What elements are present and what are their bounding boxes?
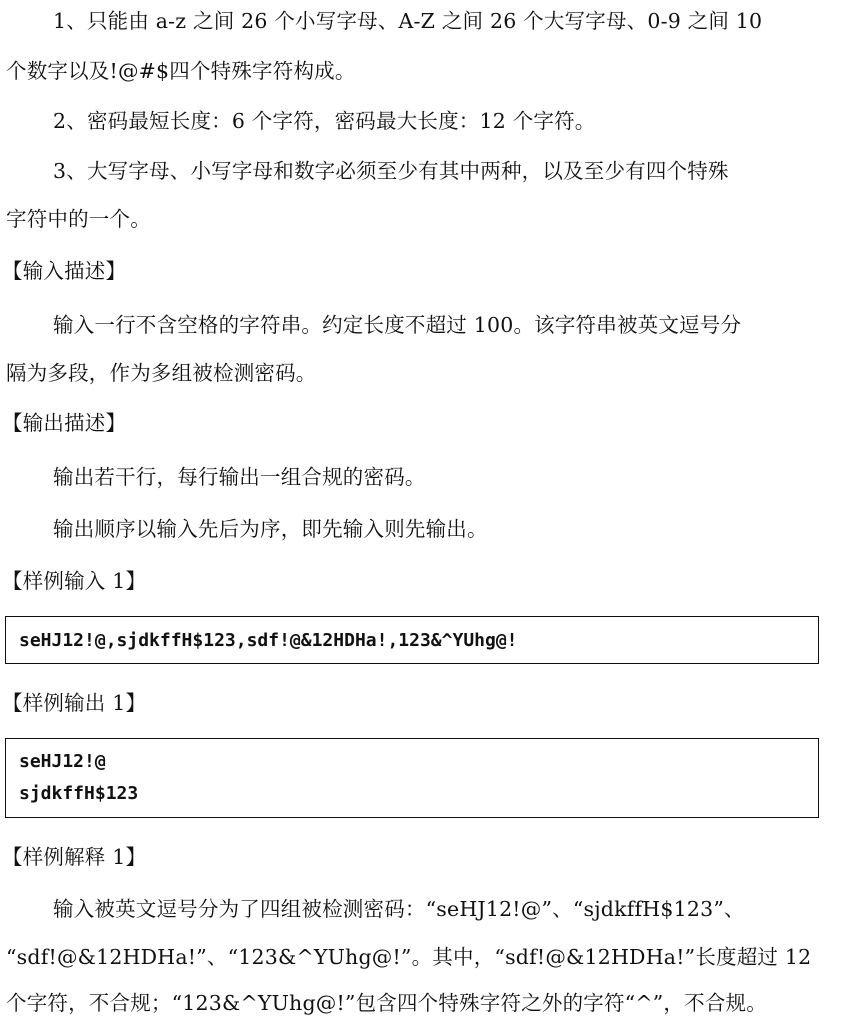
rule-3-line-2: 字符中的一个。: [6, 207, 151, 231]
input-description-line-2: 隔为多段，作为多组被检测密码。: [6, 361, 317, 385]
sample-output-line-1: seHJ12!@: [19, 751, 106, 772]
sample-input-heading: 【样例输入 1】: [2, 569, 147, 593]
rule-3-line-1: 3、大写字母、小写字母和数字必须至少有其中两种，以及至少有四个特殊: [53, 159, 729, 183]
sample-explanation-heading: 【样例解释 1】: [2, 845, 147, 869]
sample-explanation-line-3: 个字符，不合规；“123&^YUhg@!”包含四个特殊字符之外的字符“^”，不合规。: [6, 991, 767, 1015]
input-description-line-1: 输入一行不含空格的字符串。约定长度不超过 100。该字符串被英文逗号分: [53, 313, 742, 337]
sample-explanation-line-1: 输入被英文逗号分为了四组被检测密码：“seHJ12!@”、“sjdkffH$123”、: [53, 897, 745, 921]
sample-output-box: [5, 738, 819, 818]
sample-output-heading: 【样例输出 1】: [2, 691, 147, 715]
input-description-heading: 【输入描述】: [2, 259, 127, 283]
output-description-line-1: 输出若干行，每行输出一组合规的密码。: [53, 465, 426, 489]
sample-input-code: seHJ12!@,sjdkffH$123,sdf!@&12HDHa!,123&^YUhg@!: [19, 630, 518, 651]
rule-2: 2、密码最短长度：6 个字符，密码最大长度：12 个字符。: [53, 109, 596, 133]
rule-1-line-1: 1、只能由 a-z 之间 26 个小写字母、A-Z 之间 26 个大写字母、0-9 之间 10: [53, 9, 763, 33]
sample-output-line-2: sjdkffH$123: [19, 783, 139, 804]
sample-explanation-line-2: “sdf!@&12HDHa!”、“123&^YUhg@!”。其中，“sdf!@&12HDHa!”长度超过 12: [6, 945, 812, 969]
output-description-line-2: 输出顺序以输入先后为序，即先输入则先输出。: [53, 517, 488, 541]
output-description-heading: 【输出描述】: [2, 411, 127, 435]
rule-1-line-2: 个数字以及!@#$四个特殊字符构成。: [6, 59, 356, 83]
sample-input-box: [5, 616, 819, 664]
